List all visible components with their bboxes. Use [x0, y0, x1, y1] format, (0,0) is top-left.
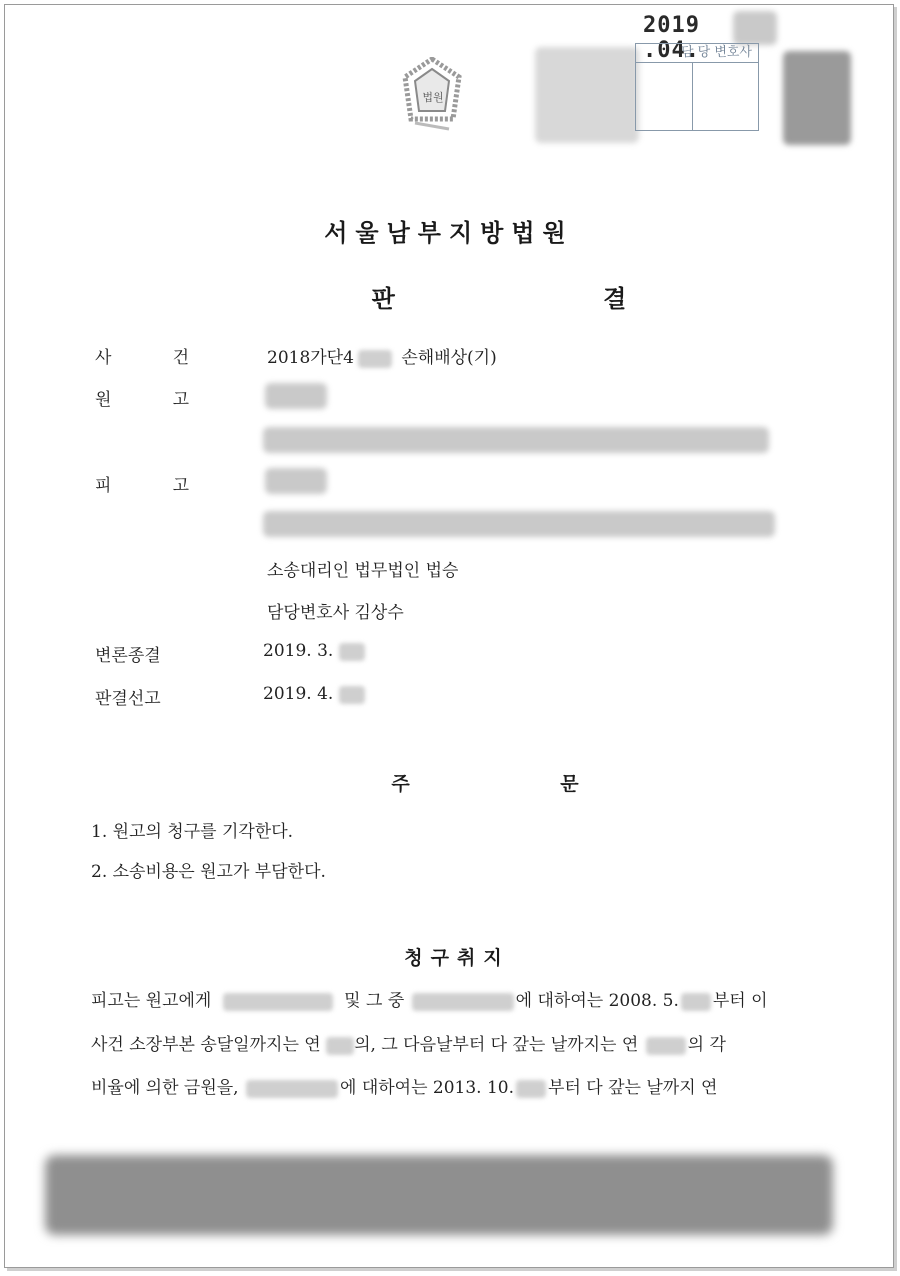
defendant-label: 피 고: [95, 476, 189, 496]
case-name: 손해배상(기): [401, 348, 497, 368]
redacted-plaintiff-name: [265, 383, 327, 409]
attorney-sign-box: [635, 43, 759, 131]
redacted-amount: [246, 1080, 338, 1098]
redacted-closing-day: [339, 643, 365, 661]
redacted-day: [681, 993, 711, 1011]
claim-paragraph-line: 비율에 의한 금원을, 에 대하여는 2013. 10. 부터 다 갚는 날까지 연: [91, 1078, 718, 1098]
redacted-corner-mark: [783, 51, 851, 145]
redacted-day: [516, 1080, 546, 1098]
redacted-rate: [326, 1037, 354, 1055]
order-title: 주 문: [391, 773, 651, 795]
order-item: 2. 소송비용은 원고가 부담한다.: [91, 862, 326, 882]
redacted-rate: [646, 1037, 686, 1055]
redacted-ruling-day: [339, 686, 365, 704]
document-title: 판 결: [371, 285, 727, 313]
redacted-defendant-name: [265, 468, 327, 494]
redacted-case-number: [358, 350, 392, 368]
order-item: 1. 원고의 청구를 기각한다.: [91, 822, 294, 842]
case-number: 2018가단4 손해배상(기): [267, 348, 497, 368]
attorney-line: 담당변호사 김상수: [267, 603, 404, 623]
court-name: 서울남부지방법원: [324, 219, 574, 247]
redacted-plaintiff-address: [263, 427, 769, 453]
ruling-label: 판결선고: [95, 689, 161, 709]
received-date-stamp: 2019 .04.: [643, 13, 700, 63]
claim-paragraph-line: 피고는 원고에게 및 그 중 에 대하여는 2008. 5. 부터 이: [91, 991, 768, 1011]
plaintiff-label: 원 고: [95, 390, 189, 410]
case-label: 사 건: [95, 348, 189, 368]
claim-paragraph-line: 사건 소장부본 송달일까지는 연 의, 그 다음날부터 다 갚는 날까지는 연 의 각: [91, 1035, 726, 1055]
claim-title: 청구취지: [404, 947, 510, 969]
redacted-signature: [535, 47, 639, 143]
seal-label: 법원: [422, 91, 444, 104]
sign-box-label: 담 당 변호사: [636, 44, 758, 63]
judgment-page: [4, 4, 894, 1268]
redacted-defendant-address: [263, 511, 775, 537]
redacted-bottom-text: [45, 1155, 833, 1235]
redacted-amount: [412, 993, 514, 1011]
redacted-stamp-day: [733, 11, 777, 45]
ruling-date: 2019. 4.: [263, 684, 365, 704]
redacted-amount: [223, 993, 333, 1011]
closing-label: 변론종결: [95, 646, 161, 666]
closing-date: 2019. 3.: [263, 641, 365, 661]
counsel-line: 소송대리인 법무법인 법승: [267, 561, 459, 581]
